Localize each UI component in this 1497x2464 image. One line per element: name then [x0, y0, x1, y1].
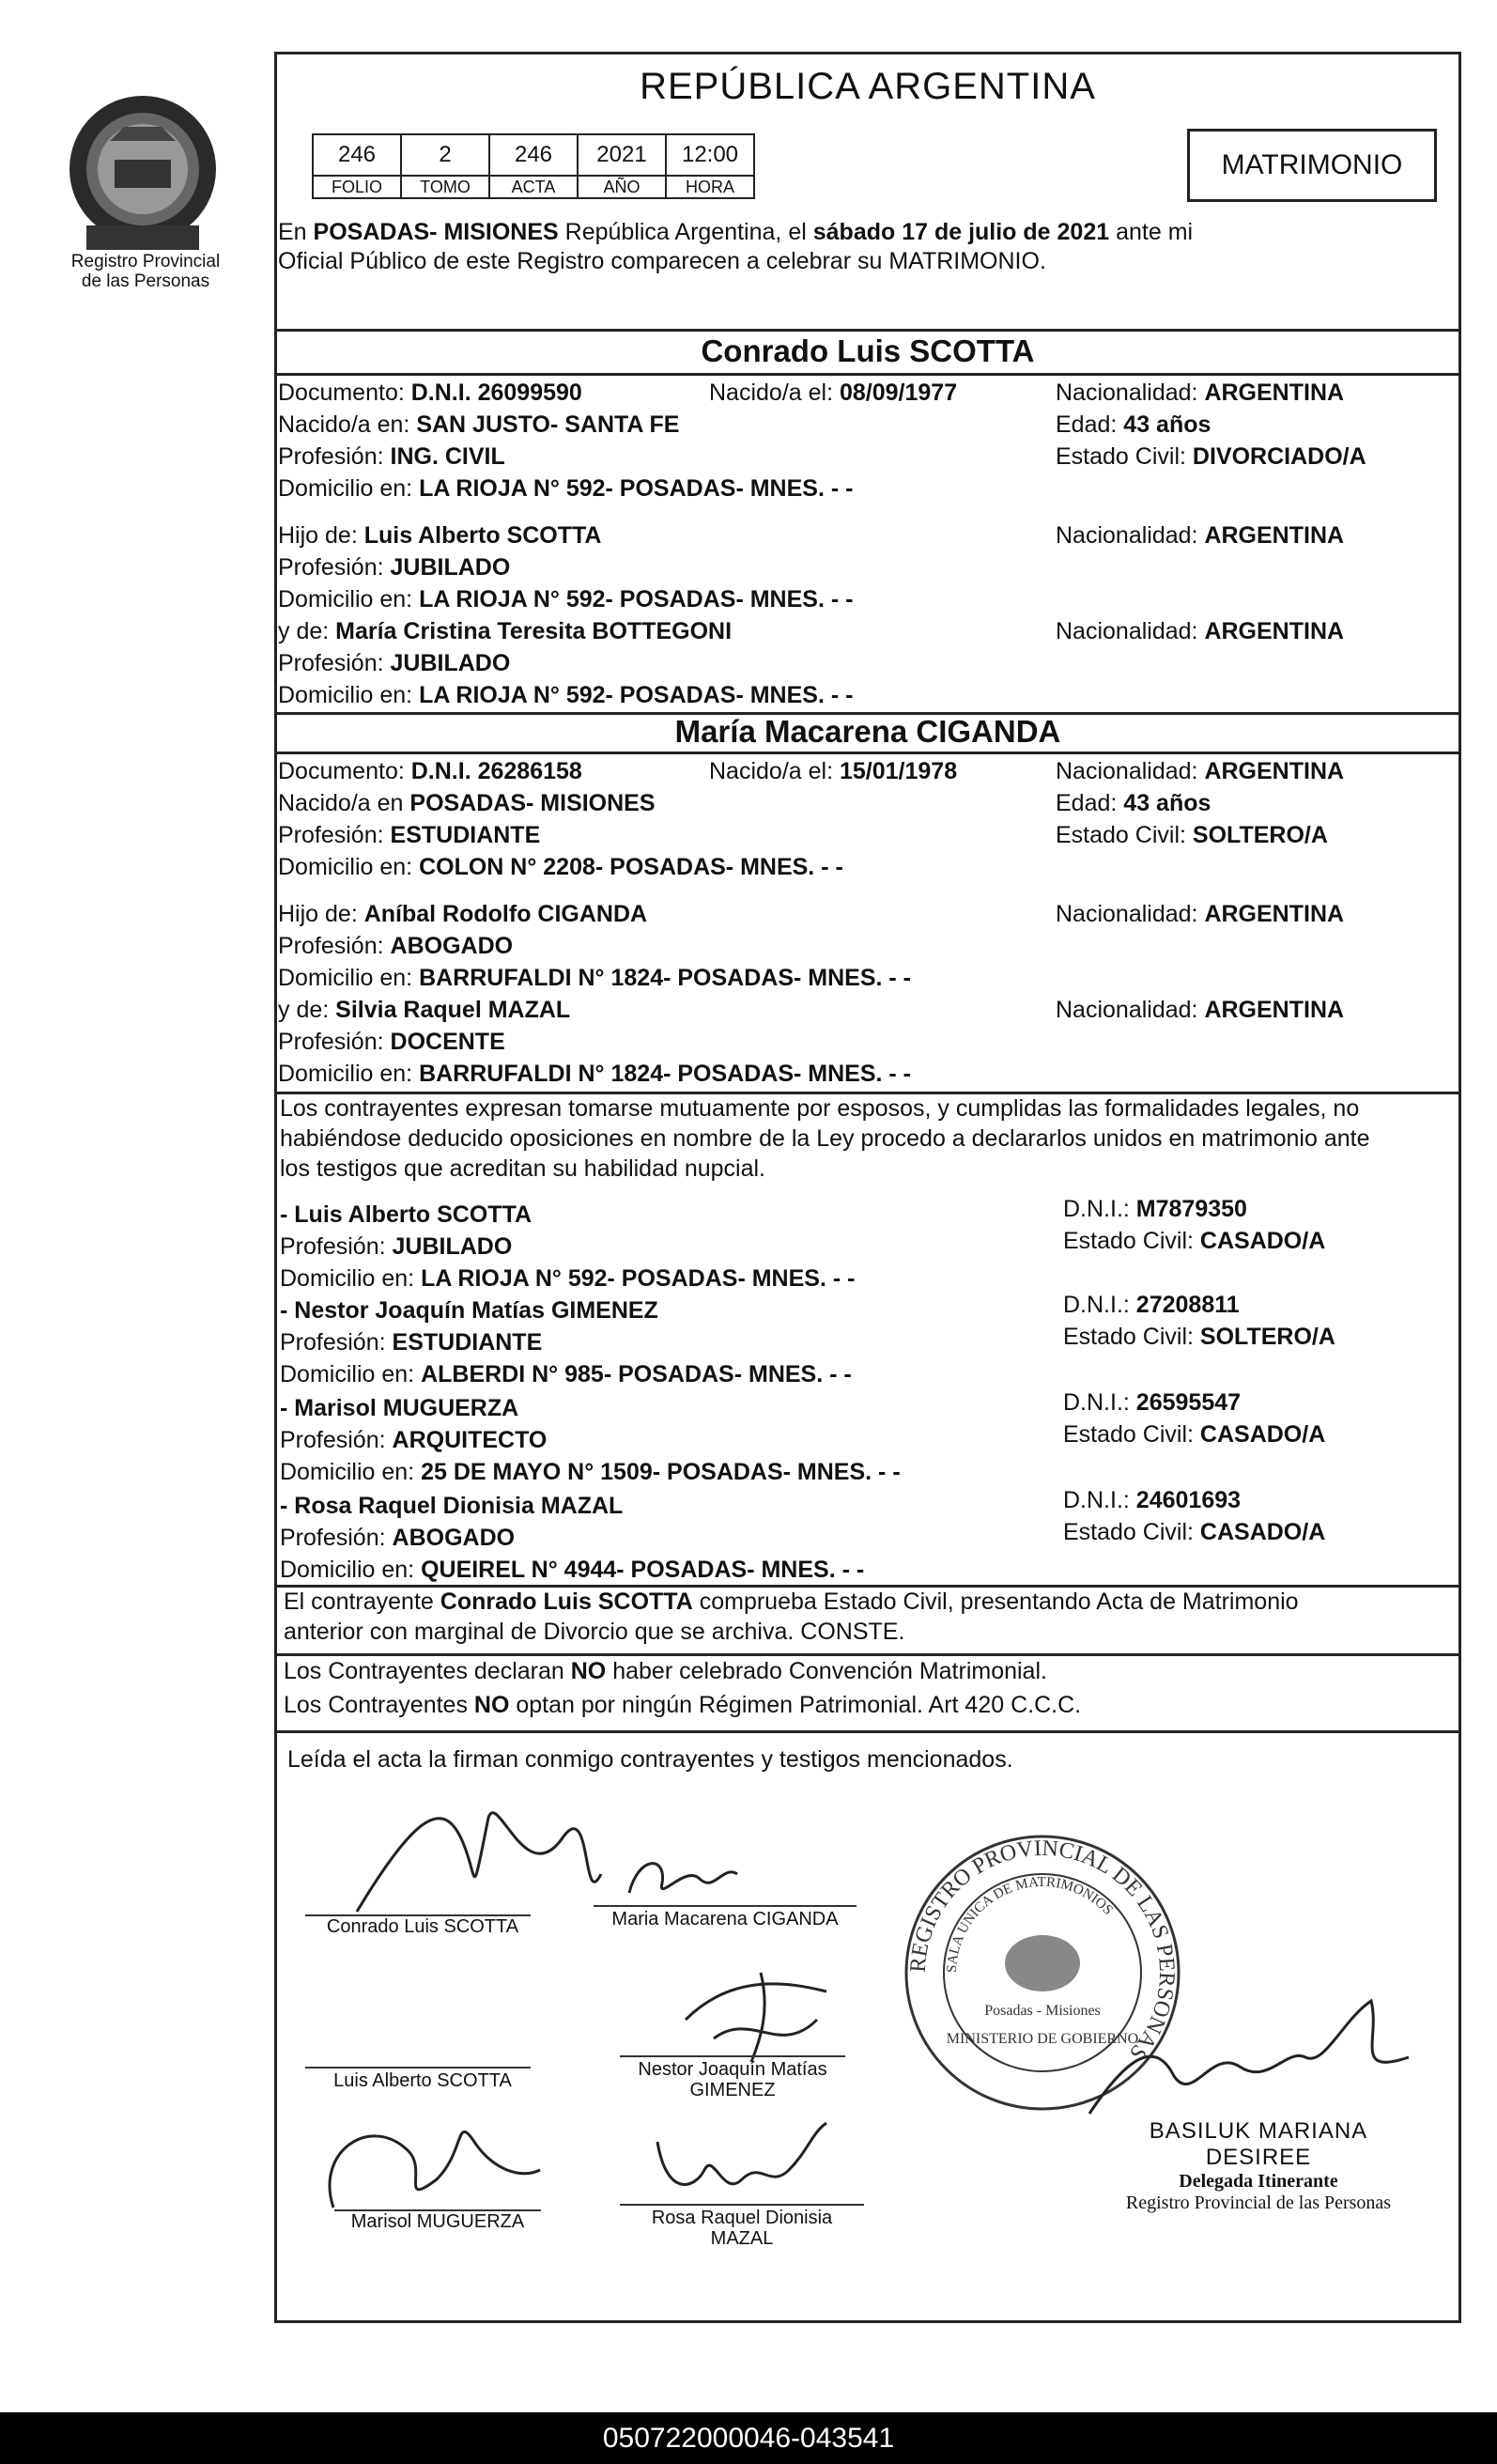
- bride-nationality: Nacionalidad: ARGENTINA: [1056, 758, 1345, 784]
- groom-nationality: Nacionalidad: ARGENTINA: [1056, 380, 1345, 406]
- bride-document: Documento: D.N.I. 26286158: [278, 758, 582, 784]
- divider: [274, 1653, 1461, 1656]
- groom-birthdate: Nacido/a el: 08/09/1977: [709, 380, 958, 406]
- groom-civil-status: Estado Civil: DIVORCIADO/A: [1056, 443, 1366, 470]
- tomo-value: 2: [401, 134, 489, 176]
- declaration-line3: los testigos que acreditan su habilidad nupcial.: [280, 1155, 766, 1182]
- page-title: REPÚBLICA ARGENTINA: [640, 66, 1096, 107]
- bride-father-address: Domicilio en: BARRUFALDI N° 1824- POSADAS- MNES. - -: [278, 965, 912, 991]
- groom-birthplace: Nacido/a en: SAN JUSTO- SANTA FE: [278, 411, 680, 438]
- groom-father-nationality: Nacionalidad: ARGENTINA: [1056, 522, 1345, 549]
- seal-city-text: Posadas - Misiones: [984, 2003, 1101, 2019]
- signature-line: [305, 2067, 531, 2069]
- signature-line: [620, 2204, 864, 2206]
- divider: [274, 752, 1461, 754]
- bride-age: Edad: 43 años: [1056, 790, 1211, 816]
- official-block: [1108, 2118, 1409, 2214]
- witness-dni: D.N.I.: 26595547: [1063, 1389, 1242, 1416]
- seal-bottom-text: MINISTERIO DE GOBIERNO: [946, 2031, 1139, 2047]
- groom-name: Conrado Luis SCOTTA: [701, 333, 1035, 368]
- official-name: BASILUK MARIANA DESIREE: [1149, 2118, 1368, 2170]
- folio-label: FOLIO: [313, 176, 401, 198]
- act-type-box: MATRIMONIO: [1187, 129, 1437, 202]
- bride-father-nationality: Nacionalidad: ARGENTINA: [1056, 901, 1345, 927]
- witness-civil-status: Estado Civil: CASADO/A: [1063, 1519, 1326, 1545]
- witness-name: - Luis Alberto SCOTTA: [280, 1201, 532, 1228]
- signature-name-1: Conrado Luis SCOTTA: [326, 1916, 519, 1937]
- groom-mother-profession: Profesión: JUBILADO: [278, 650, 511, 676]
- signature-line: [594, 1905, 857, 1907]
- divider: [274, 1730, 1461, 1733]
- note-line2: anterior con marginal de Divorcio que se archiva. CONSTE.: [284, 1619, 905, 1645]
- bride-mother-address: Domicilio en: BARRUFALDI N° 1824- POSADAS- MNES. - -: [278, 1061, 912, 1087]
- groom-mother-address: Domicilio en: LA RIOJA N° 592- POSADAS- MNES. - -: [278, 682, 854, 708]
- declaration-line2: habiéndose deducido oposiciones en nombre de la Ley procedo a declararlos unidos en matrimonio ante: [280, 1125, 1370, 1152]
- acta-value: 246: [489, 134, 578, 176]
- reference-table: [312, 133, 755, 199]
- witness-name: - Marisol MUGUERZA: [280, 1395, 519, 1421]
- witness-address: Domicilio en: QUEIREL N° 4944- POSADAS- MNES. - -: [280, 1557, 865, 1583]
- signature-name-6: Rosa Raquel Dionisia MAZAL: [651, 2208, 833, 2249]
- bride-civil-status: Estado Civil: SOLTERO/A: [1056, 822, 1328, 848]
- witness-address: Domicilio en: LA RIOJA N° 592- POSADAS- MNES. - -: [280, 1265, 856, 1292]
- bride-birthdate: Nacido/a el: 15/01/1978: [709, 758, 958, 784]
- bride-profession: Profesión: ESTUDIANTE: [278, 822, 541, 848]
- signature-scribble-6: [648, 2114, 836, 2208]
- bride-mother-profession: Profesión: DOCENTE: [278, 1029, 505, 1055]
- official-org: Registro Provincial de las Personas: [1125, 2193, 1392, 2213]
- intro-line1: En POSADAS- MISIONES República Argentina, el sábado 17 de julio de 2021 ante mi: [278, 219, 1194, 245]
- convention-line2: Los Contrayentes NO optan por ningún Régimen Patrimonial. Art 420 C.C.C.: [284, 1692, 1082, 1718]
- witness-profession: Profesión: JUBILADO: [280, 1233, 513, 1260]
- witness-name: - Rosa Raquel Dionisia MAZAL: [280, 1493, 624, 1519]
- note-line1: El contrayente Conrado Luis SCOTTA comprueba Estado Civil, presentando Acta de Matrimonio: [284, 1588, 1299, 1615]
- groom-mother: y de: María Cristina Teresita BOTTEGONI: [278, 618, 733, 644]
- bride-address: Domicilio en: COLON N° 2208- POSADAS- MNES. - -: [278, 854, 843, 880]
- bride-mother-nationality: Nacionalidad: ARGENTINA: [1056, 997, 1345, 1023]
- anio-label: AÑO: [578, 176, 666, 198]
- groom-mother-nationality: Nacionalidad: ARGENTINA: [1056, 618, 1345, 644]
- signature-line: [620, 2055, 845, 2057]
- anio-value: 2021: [578, 134, 666, 176]
- signature-scribble-1: [338, 1780, 620, 1930]
- tomo-label: TOMO: [401, 176, 489, 198]
- seal-outer-text: REGISTRO PROVINCIAL DE LAS PERSONAS: [905, 1836, 1180, 2066]
- divider: [274, 329, 1461, 332]
- official-role: Delegada Itinerante: [1179, 2171, 1338, 2192]
- signature-scribble-4: [676, 1954, 845, 2067]
- document-code: 050722000046-043541: [0, 2412, 1497, 2464]
- witness-civil-status: Estado Civil: CASADO/A: [1063, 1228, 1326, 1254]
- groom-profession: Profesión: ING. CIVIL: [278, 443, 505, 470]
- groom-father-address: Domicilio en: LA RIOJA N° 592- POSADAS- MNES. - -: [278, 586, 854, 612]
- bride-father: Hijo de: Aníbal Rodolfo CIGANDA: [278, 901, 648, 927]
- convention-line1: Los Contrayentes declaran NO haber celebrado Convención Matrimonial.: [284, 1658, 1047, 1684]
- signature-name-4: Nestor Joaquín Matías GIMENEZ: [638, 2059, 827, 2100]
- bride-name: María Macarena CIGANDA: [674, 714, 1061, 749]
- seal-inner-text: SALA UNICA DE MATRIMONIOS: [944, 1874, 1116, 1974]
- groom-document: Documento: D.N.I. 26099590: [278, 380, 582, 406]
- folio-value: 246: [313, 134, 401, 176]
- signature-name-3: Luis Alberto SCOTTA: [333, 2070, 512, 2091]
- hora-label: HORA: [666, 176, 754, 198]
- witness-dni: D.N.I.: 27208811: [1063, 1292, 1240, 1318]
- groom-age: Edad: 43 años: [1056, 411, 1211, 438]
- groom-father-profession: Profesión: JUBILADO: [278, 554, 511, 581]
- witness-name: - Nestor Joaquín Matías GIMENEZ: [280, 1297, 658, 1324]
- signature-name-5: Marisol MUGUERZA: [350, 2211, 525, 2232]
- hora-value: 12:00: [666, 134, 754, 176]
- witness-civil-status: Estado Civil: CASADO/A: [1063, 1421, 1326, 1448]
- witness-profession: Profesión: ESTUDIANTE: [280, 1329, 543, 1356]
- witness-profession: Profesión: ARQUITECTO: [280, 1427, 548, 1453]
- witness-address: Domicilio en: ALBERDI N° 985- POSADAS- MNES. - -: [280, 1361, 852, 1387]
- declaration-line1: Los contrayentes expresan tomarse mutuamente por esposos, y cumplidas las formalidades legales, no: [280, 1095, 1360, 1122]
- groom-father: Hijo de: Luis Alberto SCOTTA: [278, 522, 602, 549]
- bride-mother: y de: Silvia Raquel MAZAL: [278, 997, 571, 1023]
- closing-text: Leída el acta la firman conmigo contrayentes y testigos mencionados.: [287, 1746, 1013, 1773]
- witness-civil-status: Estado Civil: SOLTERO/A: [1063, 1324, 1335, 1350]
- logo-caption: Registro Provincial de las Personas: [70, 252, 221, 291]
- bride-father-profession: Profesión: ABOGADO: [278, 933, 514, 959]
- witness-dni: D.N.I.: M7879350: [1063, 1196, 1247, 1222]
- witness-profession: Profesión: ABOGADO: [280, 1525, 516, 1551]
- groom-address: Domicilio en: LA RIOJA N° 592- POSADAS- MNES. - -: [278, 475, 854, 502]
- witness-address: Domicilio en: 25 DE MAYO N° 1509- POSADAS- MNES. - -: [280, 1459, 901, 1485]
- bride-birthplace: Nacido/a en POSADAS- MISIONES: [278, 790, 656, 816]
- intro-line2: Oficial Público de este Registro comparecen a celebrar su MATRIMONIO.: [278, 248, 1046, 274]
- signature-scribble-2: [610, 1846, 751, 1912]
- divider: [274, 373, 1461, 376]
- signature-name-2: Maria Macarena CIGANDA: [611, 1909, 839, 1929]
- signature-scribble-5: [315, 2095, 549, 2226]
- acta-label: ACTA: [489, 176, 578, 198]
- witness-dni: D.N.I.: 24601693: [1063, 1487, 1242, 1513]
